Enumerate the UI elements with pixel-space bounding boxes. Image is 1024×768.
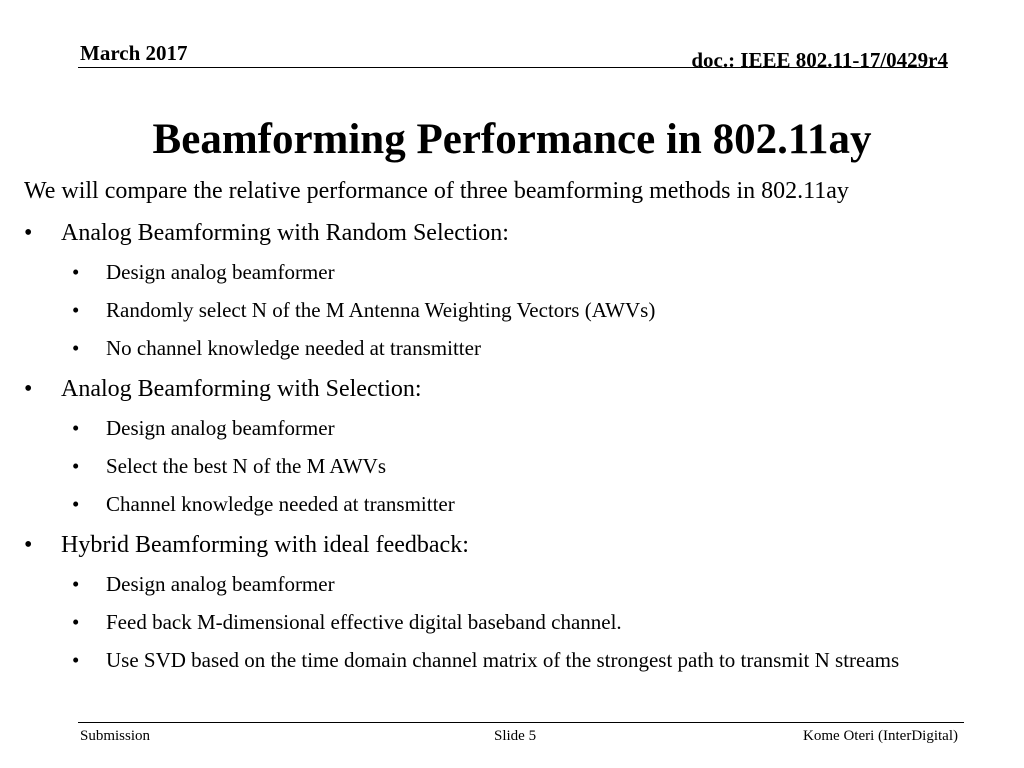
bullet-glyph: •	[72, 492, 80, 516]
bullet-glyph: •	[24, 376, 33, 402]
section-label: Hybrid Beamforming with ideal feedback:	[61, 532, 469, 558]
bullet-glyph: •	[72, 416, 80, 440]
footer-slide-number: Slide 5	[494, 728, 537, 744]
sub-bullet-text: Feed back M-dimensional effective digital baseband channel.	[106, 610, 622, 634]
bullet-glyph: •	[72, 610, 80, 634]
bullet-glyph: •	[72, 648, 80, 672]
sub-bullet-text: No channel knowledge needed at transmitter	[106, 336, 481, 360]
bullet-glyph: •	[72, 260, 80, 284]
section-label: Analog Beamforming with Selection:	[61, 376, 422, 402]
header-rule	[78, 67, 948, 68]
bullet-glyph: •	[24, 220, 33, 246]
sub-bullet-text: Randomly select N of the M Antenna Weighting Vectors (AWVs)	[106, 298, 656, 322]
bullet-glyph: •	[72, 298, 80, 322]
footer-rule	[78, 722, 964, 723]
footer-author: Kome Oteri (InterDigital)	[803, 728, 958, 744]
bullet-glyph: •	[72, 454, 80, 478]
footer-submission: Submission	[80, 728, 151, 744]
slide-intro: We will compare the relative performance of three beamforming methods in 802.11ay	[24, 178, 849, 204]
header-date: March 2017	[80, 41, 188, 65]
slide-title: Beamforming Performance in 802.11ay	[152, 116, 872, 163]
section-label: Analog Beamforming with Random Selection:	[61, 220, 509, 246]
sub-bullet-text: Design analog beamformer	[106, 260, 335, 284]
bullet-glyph: •	[72, 336, 80, 360]
sub-bullet-text: Channel knowledge needed at transmitter	[106, 492, 455, 516]
header-doc-id: doc.: IEEE 802.11-17/0429r4	[691, 48, 948, 72]
bullet-glyph: •	[72, 572, 80, 596]
sub-bullet-text: Select the best N of the M AWVs	[106, 454, 387, 478]
sub-bullet-text: Design analog beamformer	[106, 416, 335, 440]
sub-bullet-text: Use SVD based on the time domain channel matrix of the strongest path to transmit N streams	[106, 648, 900, 672]
bullet-glyph: •	[24, 532, 33, 558]
sub-bullet-text: Design analog beamformer	[106, 572, 335, 596]
